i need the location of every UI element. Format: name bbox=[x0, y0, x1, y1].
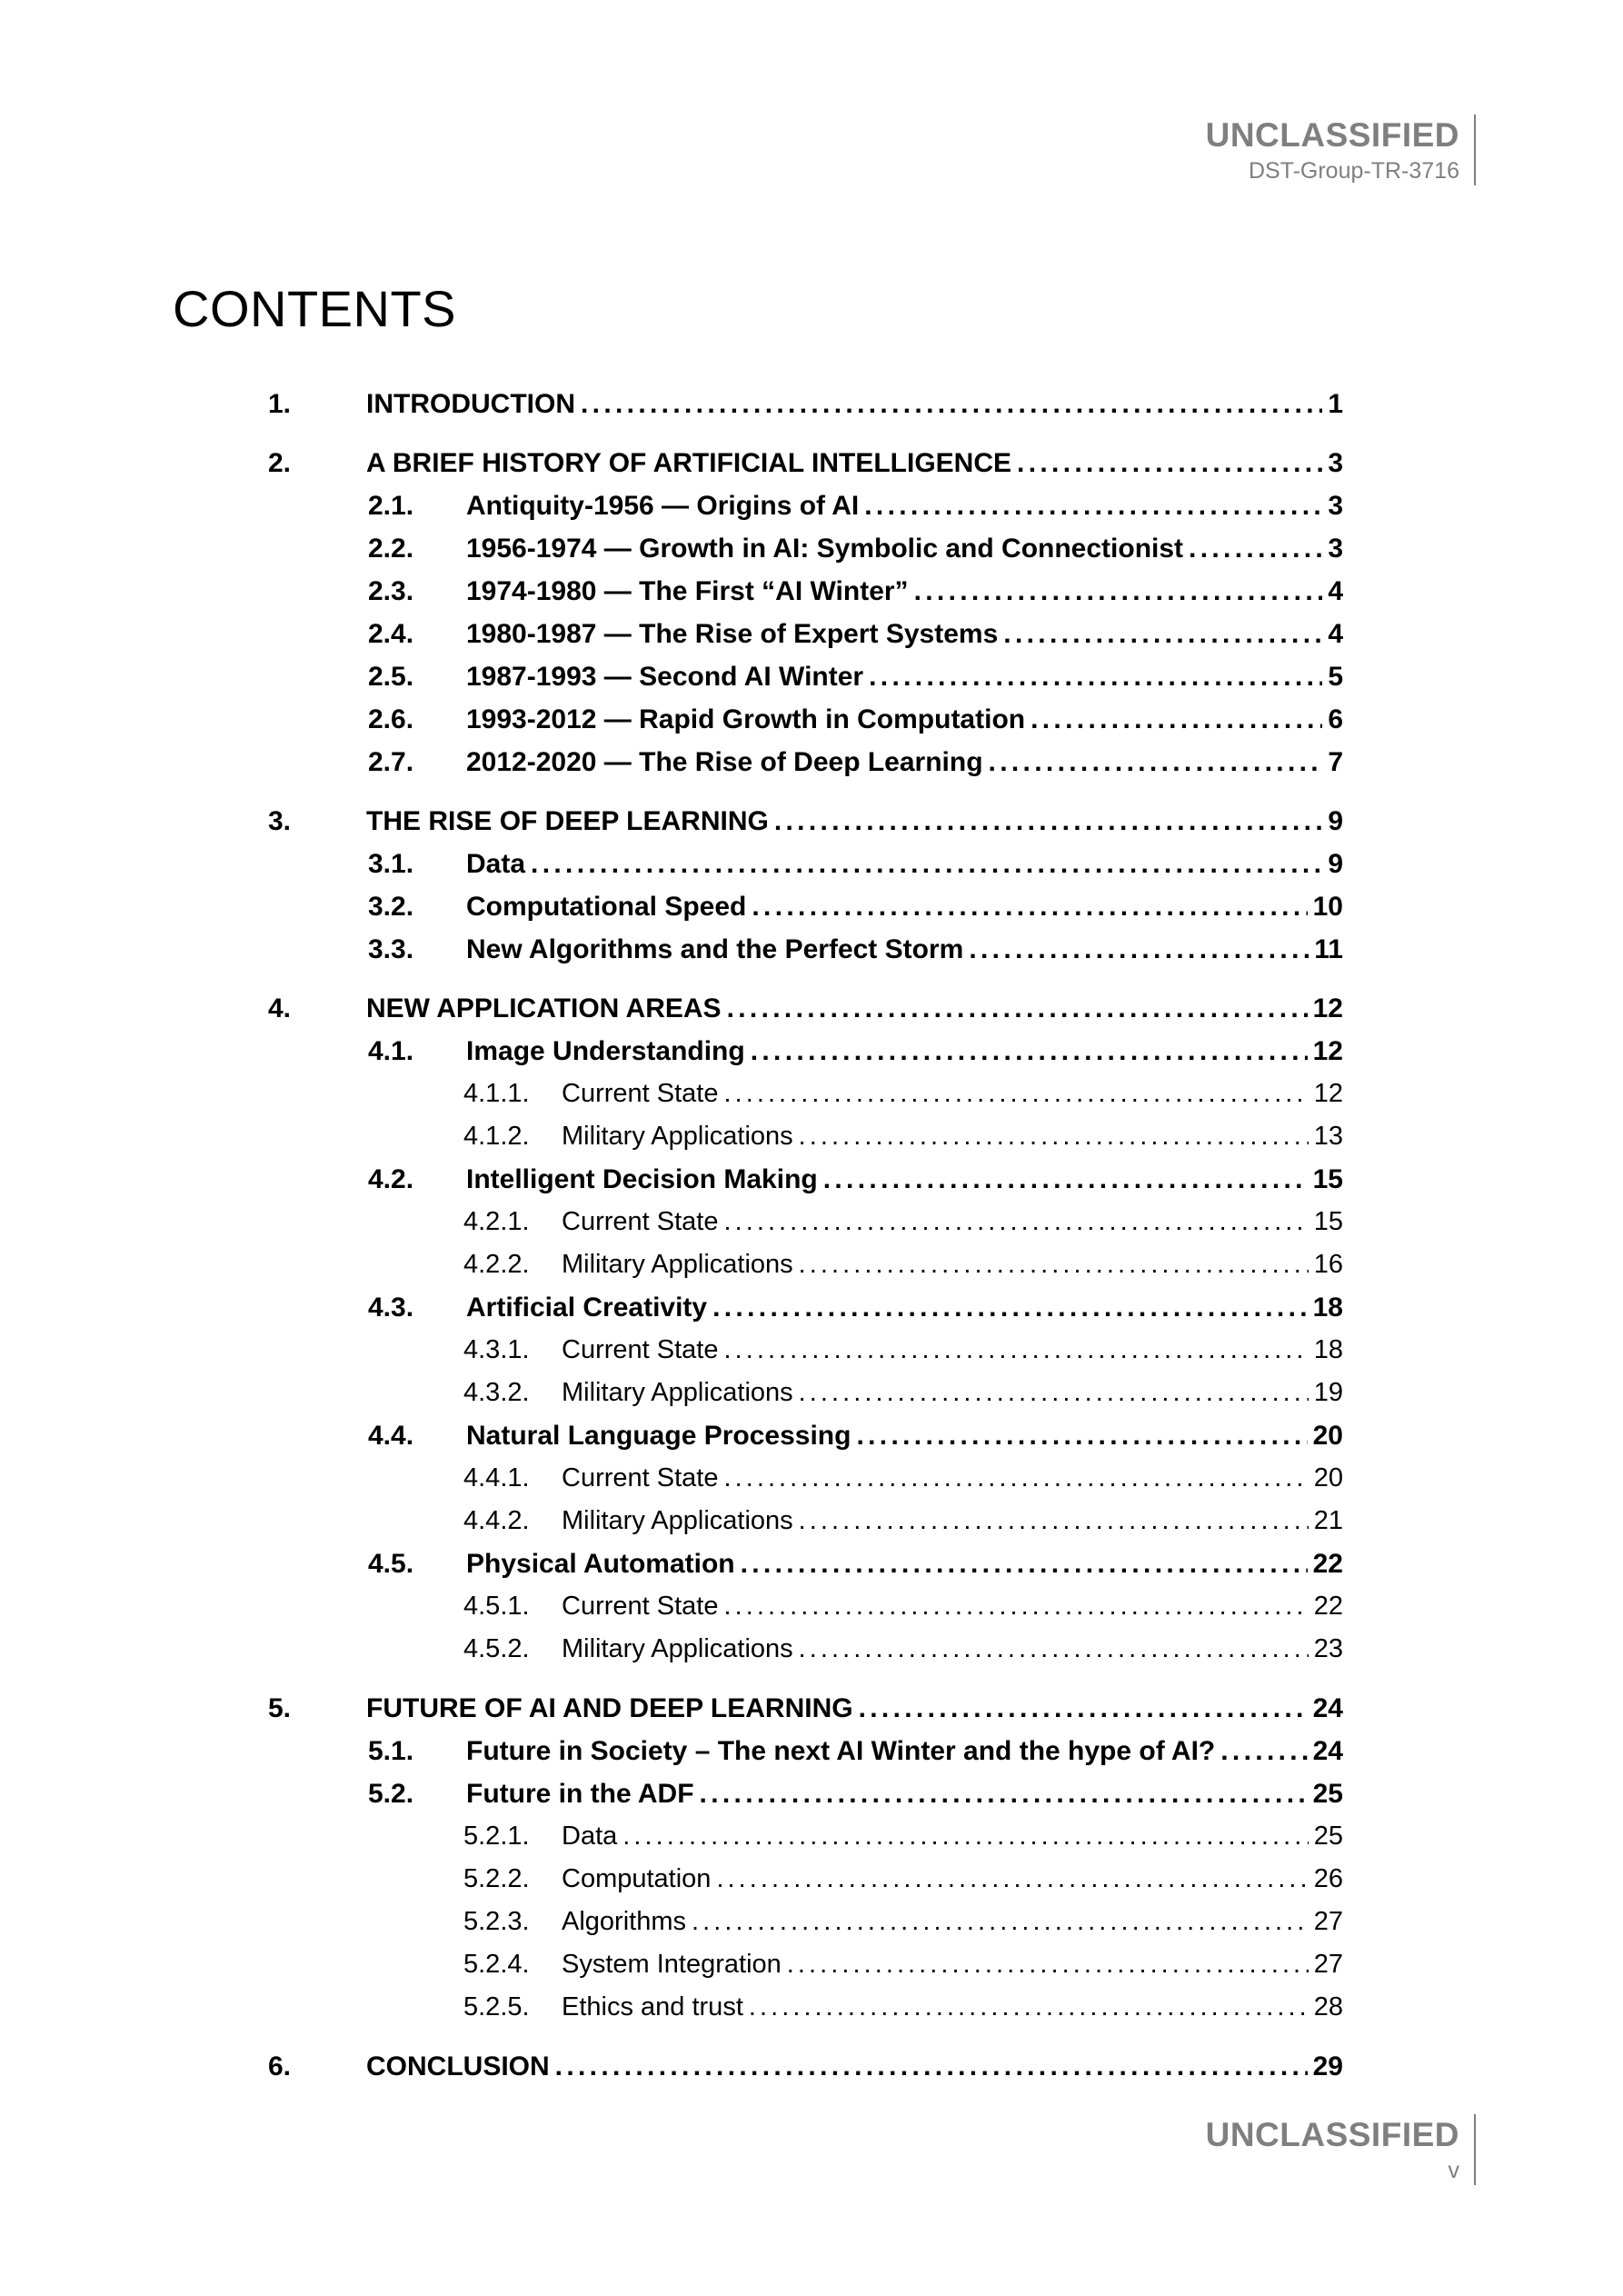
toc-dot-leader bbox=[723, 1079, 1308, 1109]
toc-entry[interactable] bbox=[463, 1250, 1343, 1280]
toc-entry-label: Data bbox=[466, 849, 526, 879]
toc-dot-leader bbox=[869, 662, 1322, 693]
toc-entry-label: Ethics and trust bbox=[562, 1992, 743, 2021]
toc-entry[interactable] bbox=[368, 1293, 1343, 1323]
toc-entry-label: Antiquity-1956 — Origins of AI bbox=[466, 491, 860, 521]
toc-entry-page: 16 bbox=[1313, 1250, 1343, 1279]
toc-entry-label: THE RISE OF DEEP LEARNING bbox=[366, 806, 769, 836]
toc-dot-leader bbox=[700, 1779, 1308, 1810]
page-title: CONTENTS bbox=[173, 280, 456, 337]
toc-entry-label: 1987-1993 — Second AI Winter bbox=[466, 662, 864, 692]
toc-entry[interactable] bbox=[368, 619, 1343, 650]
toc-entry-page: 15 bbox=[1313, 1207, 1343, 1236]
toc-entry[interactable] bbox=[268, 2051, 1343, 2082]
toc-entry-number: 4.2.1. bbox=[463, 1207, 530, 1236]
toc-entry[interactable] bbox=[463, 1592, 1343, 1622]
toc-entry-number: 5.2.4. bbox=[463, 1950, 530, 1979]
toc-entry-label: CONCLUSION bbox=[366, 2051, 550, 2081]
toc-entry-page: 25 bbox=[1313, 1822, 1343, 1851]
toc-dot-leader bbox=[622, 1822, 1308, 1852]
toc-dot-leader bbox=[555, 2051, 1308, 2082]
toc-dot-leader bbox=[864, 491, 1322, 522]
toc-entry[interactable] bbox=[463, 1335, 1343, 1365]
toc-entry-number: 3.3. bbox=[368, 934, 414, 964]
toc-entry-page: 10 bbox=[1312, 892, 1343, 922]
toc-entry-number: 4.2. bbox=[368, 1164, 414, 1194]
toc-entry-number: 5.2.3. bbox=[463, 1907, 530, 1936]
toc-entry-page: 12 bbox=[1312, 993, 1343, 1023]
toc-entry[interactable] bbox=[368, 576, 1343, 607]
toc-dot-leader bbox=[741, 1549, 1308, 1580]
toc-entry-page: 27 bbox=[1313, 1950, 1343, 1979]
toc-entry[interactable] bbox=[463, 1506, 1343, 1536]
toc-entry-number: 2.1. bbox=[368, 491, 414, 521]
toc-entry-label: Current State bbox=[562, 1207, 719, 1236]
toc-dot-leader bbox=[799, 1634, 1309, 1664]
toc-entry-label: Future in Society – The next AI Winter and the hype of AI? bbox=[466, 1736, 1216, 1766]
toc-entry[interactable] bbox=[368, 1779, 1343, 1810]
footer-classification: UNCLASSIFIED bbox=[1205, 2116, 1459, 2153]
toc-entry[interactable] bbox=[368, 1036, 1343, 1067]
toc-entry[interactable] bbox=[368, 1164, 1343, 1195]
toc-entry-label: Physical Automation bbox=[466, 1549, 735, 1579]
toc-entry-label: Military Applications bbox=[562, 1506, 793, 1535]
toc-entry[interactable] bbox=[268, 993, 1343, 1024]
toc-entry-number: 4.5.2. bbox=[463, 1634, 530, 1663]
toc-entry-number: 4.2.2. bbox=[463, 1250, 530, 1279]
toc-entry-label: 1974-1980 — The First “AI Winter” bbox=[466, 576, 909, 606]
toc-dot-leader bbox=[1003, 619, 1322, 650]
toc-entry-number: 5.2. bbox=[368, 1779, 414, 1809]
toc-entry[interactable] bbox=[463, 1864, 1343, 1894]
toc-dot-leader bbox=[856, 1421, 1307, 1452]
toc-entry-label: Military Applications bbox=[562, 1122, 793, 1151]
toc-entry[interactable] bbox=[368, 704, 1343, 735]
toc-dot-leader bbox=[774, 806, 1322, 837]
toc-dot-leader bbox=[751, 1036, 1308, 1067]
toc-entry-label: Current State bbox=[562, 1463, 719, 1492]
toc-entry[interactable] bbox=[368, 1736, 1343, 1767]
toc-entry-label: Computational Speed bbox=[466, 892, 747, 922]
toc-entry-page: 29 bbox=[1312, 2051, 1343, 2081]
toc-entry-label: New Algorithms and the Perfect Storm bbox=[466, 934, 964, 964]
toc-dot-leader bbox=[723, 1207, 1308, 1237]
toc-entry-label: NEW APPLICATION AREAS bbox=[366, 993, 722, 1023]
toc-entry-label: Intelligent Decision Making bbox=[466, 1164, 818, 1194]
toc-entry[interactable] bbox=[268, 448, 1343, 479]
toc-entry-number: 4.3. bbox=[368, 1293, 414, 1323]
toc-entry-page: 28 bbox=[1313, 1992, 1343, 2021]
toc-entry-number: 5.1. bbox=[368, 1736, 414, 1766]
toc-entry-number: 5.2.2. bbox=[463, 1864, 530, 1893]
toc-entry-page: 18 bbox=[1312, 1293, 1343, 1323]
toc-entry-page: 9 bbox=[1328, 849, 1343, 879]
toc-dot-leader bbox=[723, 1592, 1308, 1622]
toc-entry-number: 2.6. bbox=[368, 704, 414, 734]
toc-entry-page: 1 bbox=[1328, 389, 1343, 419]
toc-entry[interactable] bbox=[268, 1693, 1343, 1724]
toc-entry-number: 5. bbox=[268, 1693, 292, 1723]
toc-entry-number: 4.1. bbox=[368, 1036, 414, 1066]
toc-dot-leader bbox=[1220, 1736, 1307, 1767]
toc-entry-page: 15 bbox=[1312, 1164, 1343, 1194]
toc-entry-label: Military Applications bbox=[562, 1250, 793, 1279]
toc-dot-leader bbox=[752, 892, 1307, 923]
toc-entry-number: 4.4. bbox=[368, 1421, 414, 1451]
toc-entry-label: Military Applications bbox=[562, 1378, 793, 1407]
toc-entry-page: 19 bbox=[1313, 1378, 1343, 1407]
toc-entry-page: 9 bbox=[1328, 806, 1343, 836]
toc-dot-leader bbox=[989, 747, 1323, 778]
toc-entry[interactable] bbox=[463, 1079, 1343, 1109]
toc-entry-label: 2012-2020 — The Rise of Deep Learning bbox=[466, 747, 983, 777]
toc-entry-label: Image Understanding bbox=[466, 1036, 745, 1066]
toc-dot-leader bbox=[727, 993, 1308, 1024]
toc-dot-leader bbox=[799, 1250, 1309, 1280]
toc-dot-leader bbox=[969, 934, 1309, 965]
toc-entry[interactable] bbox=[463, 1992, 1343, 2022]
toc-entry[interactable] bbox=[368, 934, 1343, 965]
toc-dot-leader bbox=[581, 389, 1322, 420]
toc-entry-label: System Integration bbox=[562, 1950, 782, 1979]
toc-dot-leader bbox=[1189, 534, 1322, 564]
toc-entry[interactable] bbox=[368, 1549, 1343, 1580]
footer-page-number: v bbox=[1448, 2158, 1459, 2183]
toc-entry[interactable] bbox=[368, 892, 1343, 923]
toc-entry-label: Military Applications bbox=[562, 1634, 793, 1663]
toc-entry-page: 18 bbox=[1313, 1335, 1343, 1364]
toc-entry-number: 4.1.1. bbox=[463, 1079, 530, 1108]
toc-entry-number: 3.1. bbox=[368, 849, 414, 879]
toc-entry-number: 1. bbox=[268, 389, 292, 419]
toc-entry-page: 20 bbox=[1312, 1421, 1343, 1451]
toc-entry-page: 3 bbox=[1328, 448, 1343, 478]
toc-entry-page: 24 bbox=[1312, 1736, 1343, 1766]
toc-entry[interactable] bbox=[268, 389, 1343, 420]
toc-entry-page: 22 bbox=[1313, 1592, 1343, 1621]
toc-entry-number: 3.2. bbox=[368, 892, 414, 922]
toc-entry-label: 1980-1987 — The Rise of Expert Systems bbox=[466, 619, 999, 649]
toc-entry[interactable] bbox=[463, 1634, 1343, 1664]
toc-entry-page: 5 bbox=[1328, 662, 1343, 692]
toc-dot-leader bbox=[859, 1693, 1308, 1724]
toc-entry[interactable] bbox=[368, 534, 1343, 564]
toc-entry[interactable] bbox=[368, 1421, 1343, 1452]
toc-entry-page: 3 bbox=[1328, 534, 1343, 564]
toc-entry-label: Algorithms bbox=[562, 1907, 686, 1936]
toc-dot-leader bbox=[1031, 704, 1322, 735]
toc-entry-page: 20 bbox=[1313, 1463, 1343, 1492]
toc-entry-page: 13 bbox=[1313, 1122, 1343, 1151]
header-doc-id: DST-Group-TR-3716 bbox=[1248, 158, 1459, 184]
toc-entry[interactable] bbox=[368, 491, 1343, 522]
toc-entry-page: 12 bbox=[1312, 1036, 1343, 1066]
toc-dot-leader bbox=[712, 1293, 1308, 1323]
toc-entry-number: 4.3.1. bbox=[463, 1335, 530, 1364]
toc-entry-label: Current State bbox=[562, 1335, 719, 1364]
toc-entry-number: 4.3.2. bbox=[463, 1378, 530, 1407]
toc-entry[interactable] bbox=[368, 662, 1343, 693]
toc-entry-number: 3. bbox=[268, 806, 292, 836]
toc-entry-page: 6 bbox=[1328, 704, 1343, 734]
toc-dot-leader bbox=[799, 1378, 1309, 1408]
toc-entry-number: 2.5. bbox=[368, 662, 414, 692]
toc-entry[interactable] bbox=[368, 747, 1343, 778]
toc-entry-number: 4.5. bbox=[368, 1549, 414, 1579]
toc-entry-label: Computation bbox=[562, 1864, 712, 1893]
toc-dot-leader bbox=[749, 1992, 1309, 2022]
toc-entry-number: 5.2.1. bbox=[463, 1822, 530, 1851]
toc-entry[interactable] bbox=[463, 1907, 1343, 1937]
header-classification-block bbox=[1206, 115, 1476, 185]
toc-entry-page: 11 bbox=[1314, 934, 1343, 964]
toc-entry-number: 4.5.1. bbox=[463, 1592, 530, 1621]
toc-entry-label: Current State bbox=[562, 1079, 719, 1108]
toc-dot-leader bbox=[787, 1950, 1309, 1980]
toc-dot-leader bbox=[723, 1463, 1308, 1493]
toc-entry-number: 5.2.5. bbox=[463, 1992, 530, 2021]
toc-entry-number: 2.4. bbox=[368, 619, 414, 649]
toc-entry-number: 4. bbox=[268, 993, 292, 1023]
toc-dot-leader bbox=[723, 1335, 1308, 1365]
toc-entry[interactable] bbox=[463, 1950, 1343, 1980]
toc-entry-number: 4.4.1. bbox=[463, 1463, 530, 1492]
toc-entry-number: 4.4.2. bbox=[463, 1506, 530, 1535]
toc-entry-label: INTRODUCTION bbox=[366, 389, 575, 419]
toc-entry-page: 4 bbox=[1328, 619, 1343, 649]
toc-entry[interactable] bbox=[463, 1822, 1343, 1852]
toc-entry-label: A BRIEF HISTORY OF ARTIFICIAL INTELLIGENCE bbox=[366, 448, 1012, 478]
header-classification: UNCLASSIFIED bbox=[1205, 116, 1459, 154]
toc-entry-label: FUTURE OF AI AND DEEP LEARNING bbox=[366, 1693, 853, 1723]
footer-classification-block bbox=[1206, 2114, 1476, 2185]
toc-entry[interactable] bbox=[463, 1378, 1343, 1408]
toc-dot-leader bbox=[692, 1907, 1309, 1937]
toc-entry-page: 22 bbox=[1312, 1549, 1343, 1579]
toc-dot-leader bbox=[823, 1164, 1308, 1195]
toc-entry-label: 1993-2012 — Rapid Growth in Computation bbox=[466, 704, 1026, 734]
toc-dot-leader bbox=[1017, 448, 1322, 479]
toc-entry-page: 7 bbox=[1328, 747, 1343, 777]
toc-entry-page: 12 bbox=[1313, 1079, 1343, 1108]
toc-dot-leader bbox=[799, 1122, 1309, 1152]
toc-entry-page: 27 bbox=[1313, 1907, 1343, 1936]
toc-entry-page: 4 bbox=[1328, 576, 1343, 606]
toc-entry-page: 3 bbox=[1328, 491, 1343, 521]
toc-entry-number: 2.3. bbox=[368, 576, 414, 606]
toc-entry-page: 23 bbox=[1313, 1634, 1343, 1663]
toc-entry-label: Artificial Creativity bbox=[466, 1293, 708, 1323]
toc-entry-number: 2.7. bbox=[368, 747, 414, 777]
toc-entry-number: 2. bbox=[268, 448, 292, 478]
toc-entry[interactable] bbox=[463, 1207, 1343, 1237]
toc-dot-leader bbox=[914, 576, 1323, 607]
toc-entry-number: 4.1.2. bbox=[463, 1122, 530, 1151]
toc-entry-page: 26 bbox=[1313, 1864, 1343, 1893]
toc-entry-page: 24 bbox=[1312, 1693, 1343, 1723]
toc-entry-page: 25 bbox=[1312, 1779, 1343, 1809]
toc-dot-leader bbox=[531, 849, 1322, 880]
toc-entry[interactable] bbox=[463, 1463, 1343, 1493]
toc-entry-label: 1956-1974 — Growth in AI: Symbolic and Connectionist bbox=[466, 534, 1184, 564]
toc-entry[interactable] bbox=[268, 806, 1343, 837]
toc-entry-number: 6. bbox=[268, 2051, 292, 2081]
toc-entry-label: Future in the ADF bbox=[466, 1779, 694, 1809]
toc-entry-label: Current State bbox=[562, 1592, 719, 1621]
toc-dot-leader bbox=[799, 1506, 1309, 1536]
toc-entry-page: 21 bbox=[1313, 1506, 1343, 1535]
toc-entry-number: 2.2. bbox=[368, 534, 414, 564]
toc-entry[interactable] bbox=[368, 849, 1343, 880]
toc-entry[interactable] bbox=[463, 1122, 1343, 1152]
toc-entry-label: Natural Language Processing bbox=[466, 1421, 851, 1451]
toc-dot-leader bbox=[716, 1864, 1308, 1894]
toc-entry-label: Data bbox=[562, 1822, 618, 1851]
